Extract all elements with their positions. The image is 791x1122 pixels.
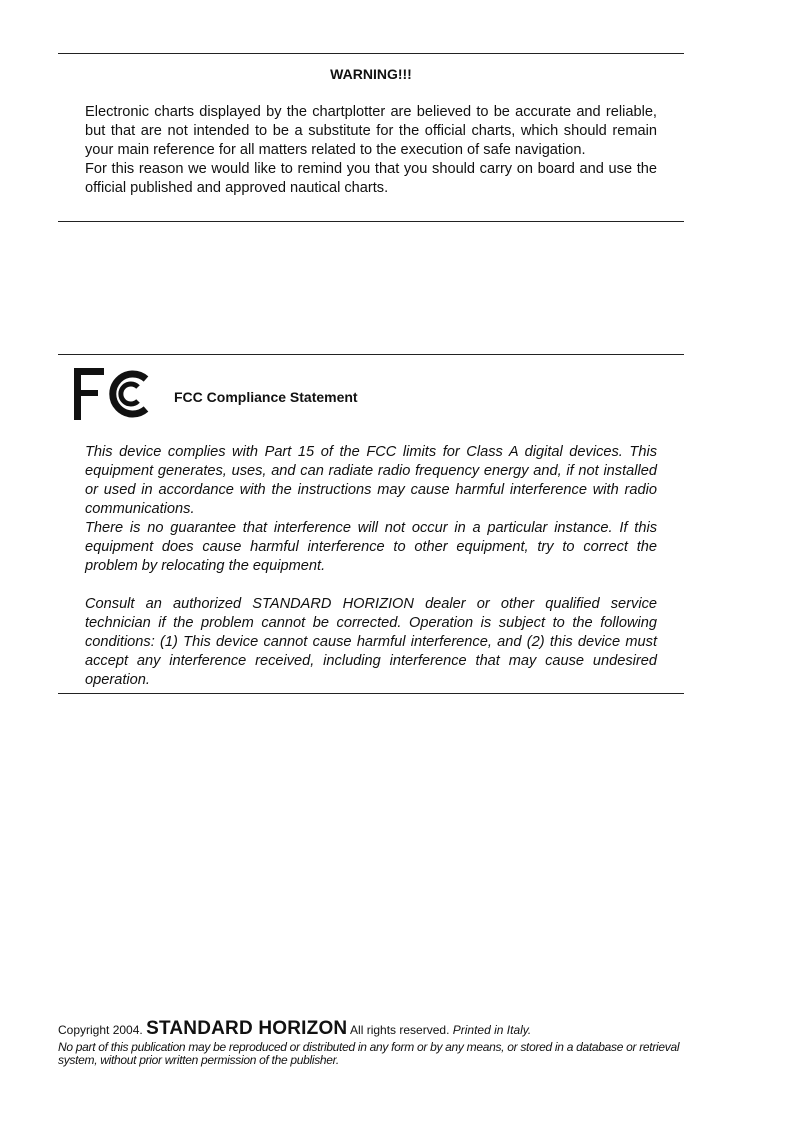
fcc-logo-icon [72, 365, 156, 423]
fcc-top-divider [58, 354, 684, 355]
warning-paragraph-1: Electronic charts displayed by the chartplotter are believed to be accurate and reliable, but that are not intended to be a substitute for the official charts, which should remain your main reference for all matters related to the execution of safe navigation. [85, 104, 657, 158]
fcc-body [85, 443, 657, 690]
rights-text: All rights reserved. [350, 1023, 450, 1037]
brand-name: STANDARD HORIZON [146, 1018, 348, 1039]
fcc-paragraph-2: There is no guarantee that interference will not occur in a particular instance. If this equipment does cause harmful interference to other equipment, try to correct the problem by relocating the equipment. [85, 520, 657, 574]
fcc-title: FCC Compliance Statement [174, 389, 358, 405]
warning-title: WARNING!!! [330, 66, 412, 82]
printed-text: Printed in Italy. [452, 1023, 532, 1037]
reproduction-notice: No part of this publication may be reproduced or distributed in any form or by any means, or stored in a database or retrieval system, without prior written permission of the publisher. [58, 1040, 680, 1067]
footer [58, 1018, 698, 1067]
warning-paragraph-2: For this reason we would like to remind you that you should carry on board and use the official published and approved nautical charts. [85, 161, 657, 196]
warning-body [85, 103, 657, 198]
copyright-line [58, 1018, 698, 1041]
fcc-paragraph-1: This device complies with Part 15 of the FCC limits for Class A digital devices. This equipment generates, uses, and can radiate radio frequency energy and, if not installed or used in accordance with the instructions may cause harmful interference with radio communications. [85, 444, 657, 517]
warning-bottom-divider [58, 221, 684, 222]
fcc-bottom-divider [58, 693, 684, 694]
copyright-text: Copyright 2004. [58, 1023, 143, 1037]
top-divider [58, 53, 684, 54]
fcc-paragraph-3: Consult an authorized STANDARD HORIZION dealer or other qualified service technician if the problem cannot be corrected. Operation is subject to the following conditions: (1) This device cannot cause harmful interference, and (2) this device must accept any interference received, including interference that may cause undesired operation. [85, 596, 657, 688]
